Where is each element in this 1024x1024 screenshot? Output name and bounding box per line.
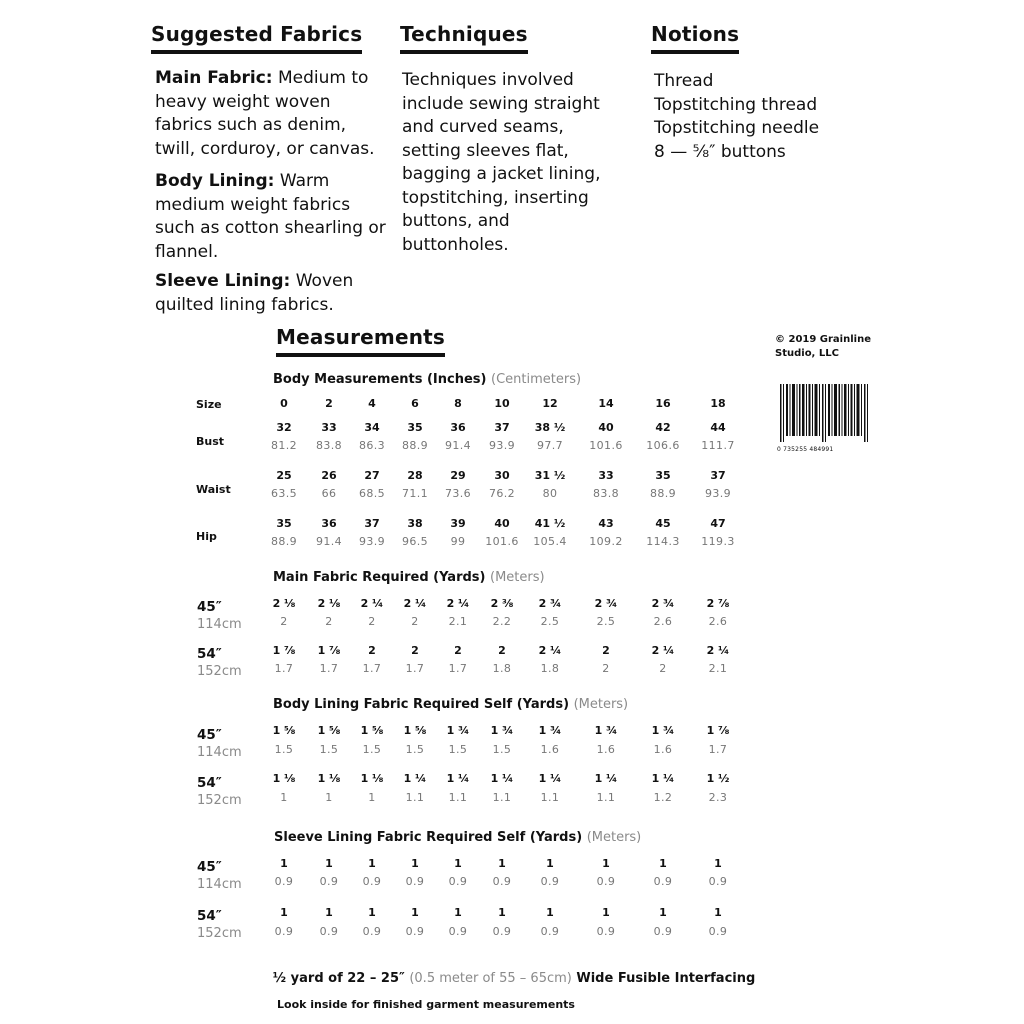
body-lining-yards-value: 1 ⅝ [403,724,427,737]
hip-inches-value: 43 [598,517,614,530]
size-value: 4 [368,397,376,410]
sleeve-lining-meters-value: 0.9 [492,875,512,888]
body-lining-yards-value: 1 ⅛ [317,772,341,785]
interfacing-main: ½ yard of 22 – 25″ [272,971,405,986]
hip-inches-value: 40 [494,517,510,530]
body-lining-meters-value: 1.6 [596,743,616,756]
size-value: 2 [325,397,333,410]
hip-cm-value: 99 [450,535,466,548]
waist-cm-value: 93.9 [704,487,732,500]
bust-cm-value: 88.9 [401,439,429,452]
main-fabric-meters-value: 2 [368,615,376,628]
main-fabric-yards-value: 2 ¾ [594,597,618,610]
body-lining-meters-value: 1.5 [319,743,339,756]
sleeve-lining-yards-value: 1 [280,857,288,870]
body-lining-yards-value: 1 ½ [706,772,730,785]
waist-inches-value: 35 [655,469,671,482]
waist-cm-value: 88.9 [649,487,677,500]
sleeve-lining-yards-value: 1 [659,906,667,919]
main-fabric-meters-value: 1.8 [492,662,512,675]
body-lining-yards-value: 1 ¾ [490,724,514,737]
hip-cm-value: 93.9 [358,535,386,548]
hip-cm-value: 96.5 [401,535,429,548]
sleeve-lining-label: Sleeve Lining: [155,271,291,291]
hip-cm-value: 88.9 [270,535,298,548]
sleeve-lining-yards-value: 1 [546,857,554,870]
sleeve-lining-54-width: 54″ [197,908,222,924]
body-lining-meters-value: 1.1 [540,791,560,804]
main-fabric-yards-value: 2 ⅛ [272,597,296,610]
body-lining-yards-value: 1 ¼ [651,772,675,785]
main-fabric-meters-value: 2.1 [708,662,728,675]
main-fabric-yards-value: 2 ¼ [706,644,730,657]
hip-inches-value: 36 [321,517,337,530]
techniques-text: Techniques involved include sewing straight and curved seams, setting sleeves flat, bagging a jacket lining, topstitching, inserting buttons, and buttonholes. [402,70,601,255]
bust-cm-value: 93.9 [488,439,516,452]
main-fabric-meters-value: 1.7 [274,662,294,675]
sleeve-lining-header-text: Sleeve Lining Fabric Required Self (Yards) [274,830,583,845]
notion-item: Thread [654,71,714,91]
sleeve-lining-meters-value: 0.9 [540,875,560,888]
body-lining-yards-value: 1 ⅛ [272,772,296,785]
waist-inches-value: 31 ½ [534,469,566,482]
sleeve-lining-header-metric: (Meters) [586,830,642,845]
bust-cm-value: 106.6 [646,439,680,452]
main-fabric-meters-value: 2 [602,662,610,675]
sleeve-lining-yards-value: 1 [602,906,610,919]
notions-list [654,70,819,164]
main-fabric-yards-value: 2 [368,644,376,657]
notion-item: 8 — ⅝″ buttons [654,141,786,162]
sleeve-lining-yards-value: 1 [546,906,554,919]
body-lining-meters-value: 1.7 [708,743,728,756]
notion-item: Topstitching needle [654,118,820,138]
body-lining-yards-value: 1 ⅛ [360,772,384,785]
bust-cm-value: 83.8 [315,439,343,452]
main-fabric-description [155,67,390,161]
waist-inches-value: 30 [494,469,510,482]
main-fabric-yards-value: 2 ¼ [446,597,470,610]
hip-inches-value: 45 [655,517,671,530]
interfacing-note [0,971,1024,986]
body-measurements-header [273,372,581,387]
bust-inches-value: 40 [598,421,614,434]
bust-inches-value: 37 [494,421,510,434]
sleeve-lining-meters-value: 0.9 [274,875,294,888]
suggested-fabrics-title: Suggested Fabrics [151,22,362,54]
body-lining-45-width: 45″ [197,727,222,743]
bust-inches-value: 33 [321,421,337,434]
main-fabric-meters-value: 2 [325,615,333,628]
waist-inches-value: 27 [364,469,380,482]
waist-inches-value: 33 [598,469,614,482]
size-value: 10 [494,397,510,410]
sleeve-lining-meters-value: 0.9 [708,875,728,888]
sleeve-lining-yards-value: 1 [280,906,288,919]
body-lining-yards-value: 1 ¼ [594,772,618,785]
copyright-notice: © 2019 Grainline Studio, LLC [775,334,871,359]
sleeve-lining-45-width: 45″ [197,859,222,875]
main-fabric-yards-value: 2 [454,644,462,657]
bust-inches-value: 42 [655,421,671,434]
main-fabric-yards-value: 1 ⅞ [317,644,341,657]
waist-cm-value: 76.2 [488,487,516,500]
waist-cm-value: 66 [321,487,337,500]
main-fabric-yards-value: 2 [602,644,610,657]
sleeve-lining-yards-value: 1 [714,857,722,870]
body-lining-yards-value: 1 ⅝ [272,724,296,737]
size-value: 14 [598,397,614,410]
sleeve-lining-description [155,270,390,317]
main-fabric-yards-value: 2 [498,644,506,657]
body-lining-yards-value: 1 ¾ [651,724,675,737]
body-lining-description [155,170,390,264]
body-lining-header [273,697,628,712]
hip-inches-value: 47 [710,517,726,530]
sleeve-lining-yards-value: 1 [368,857,376,870]
main-fabric-yards-value: 2 ¼ [360,597,384,610]
body-measurements-header-metric: (Centimeters) [491,372,582,387]
hip-inches-value: 37 [364,517,380,530]
body-lining-meters-value: 1.5 [405,743,425,756]
main-fabric-yards-value: 1 ⅞ [272,644,296,657]
main-54-width: 54″ [197,646,222,662]
size-value: 8 [454,397,462,410]
body-lining-yards-value: 1 ¾ [446,724,470,737]
sleeve-lining-meters-value: 0.9 [362,925,382,938]
hip-inches-value: 41 ½ [534,517,566,530]
hip-inches-value: 39 [450,517,466,530]
waist-cm-value: 83.8 [592,487,620,500]
sleeve-lining-yards-value: 1 [368,906,376,919]
body-lining-label: Body Lining: [155,171,275,191]
sleeve-lining-yards-value: 1 [454,857,462,870]
size-label: Size [196,398,222,411]
sleeve-lining-yards-value: 1 [659,857,667,870]
main-fabric-yards-value: 2 ⅛ [317,597,341,610]
sleeve-lining-meters-value: 0.9 [540,925,560,938]
body-lining-meters-value: 1.1 [492,791,512,804]
main-fabric-meters-value: 1.7 [319,662,339,675]
notion-item: Topstitching thread [654,94,818,115]
bust-label: Bust [196,435,225,448]
barcode-number: 0 735255 484991 [777,446,834,453]
main-fabric-meters-value: 2.5 [540,615,560,628]
main-fabric-meters-value: 2.2 [492,615,512,628]
waist-inches-value: 28 [407,469,423,482]
body-lining-meters-value: 1.5 [274,743,294,756]
body-lining-meters-value: 1 [280,791,288,804]
main-fabric-yards-value: 2 [411,644,419,657]
main-fabric-meters-value: 1.8 [540,662,560,675]
main-fabric-header [273,570,545,585]
bust-inches-value: 38 ½ [534,421,566,434]
main-fabric-meters-value: 2 [280,615,288,628]
sleeve-lining-yards-value: 1 [454,906,462,919]
body-lining-header-metric: (Meters) [573,697,629,712]
waist-cm-value: 68.5 [358,487,386,500]
body-lining-yards-value: 1 ¼ [490,772,514,785]
main-fabric-meters-value: 1.7 [405,662,425,675]
hip-cm-value: 119.3 [701,535,735,548]
sleeve-lining-meters-value: 0.9 [492,925,512,938]
body-lining-meters-value: 1.5 [362,743,382,756]
body-lining-54-width-cm: 152cm [197,793,242,808]
bust-inches-value: 35 [407,421,423,434]
body-lining-meters-value: 2.3 [708,791,728,804]
main-fabric-meters-value: 2.6 [708,615,728,628]
sleeve-lining-meters-value: 0.9 [362,875,382,888]
main-fabric-header-text: Main Fabric Required (Yards) [273,570,486,585]
waist-cm-value: 73.6 [444,487,472,500]
main-fabric-meters-value: 2 [659,662,667,675]
main-45-width: 45″ [197,599,222,615]
techniques-title: Techniques [400,22,528,54]
body-lining-54-width: 54″ [197,775,222,791]
body-lining-meters-value: 1.5 [492,743,512,756]
waist-inches-value: 25 [276,469,292,482]
hip-inches-value: 35 [276,517,292,530]
sleeve-lining-header [274,830,641,845]
main-fabric-yards-value: 2 ¾ [651,597,675,610]
waist-cm-value: 80 [542,487,558,500]
interfacing-suffix: Wide Fusible Interfacing [576,971,756,986]
body-lining-yards-value: 1 ⅝ [317,724,341,737]
hip-cm-value: 114.3 [646,535,680,548]
bust-inches-value: 44 [710,421,726,434]
sleeve-lining-meters-value: 0.9 [708,925,728,938]
sleeve-lining-meters-value: 0.9 [319,925,339,938]
bust-inches-value: 36 [450,421,466,434]
main-fabric-yards-value: 2 ⅜ [490,597,514,610]
waist-inches-value: 26 [321,469,337,482]
bust-inches-value: 34 [364,421,380,434]
sleeve-lining-45-width-cm: 114cm [197,877,242,892]
main-fabric-yards-value: 2 ¼ [538,644,562,657]
finished-measurements-note: Look inside for finished garment measurements [277,998,575,1011]
main-45-width-cm: 114cm [197,617,242,632]
main-fabric-yards-value: 2 ¼ [403,597,427,610]
body-lining-meters-value: 1 [368,791,376,804]
sleeve-lining-yards-value: 1 [411,857,419,870]
main-fabric-yards-value: 2 ⅞ [706,597,730,610]
body-lining-yards-value: 1 ⅝ [360,724,384,737]
sleeve-lining-yards-value: 1 [325,857,333,870]
sleeve-lining-meters-value: 0.9 [405,925,425,938]
size-value: 12 [542,397,558,410]
sleeve-lining-meters-value: 0.9 [596,925,616,938]
main-fabric-meters-value: 2.6 [653,615,673,628]
body-lining-yards-value: 1 ¼ [446,772,470,785]
body-lining-meters-value: 1.1 [405,791,425,804]
measurements-title: Measurements [276,325,445,357]
body-lining-45-width-cm: 114cm [197,745,242,760]
bust-cm-value: 86.3 [358,439,386,452]
main-fabric-meters-value: 1.7 [362,662,382,675]
size-value: 18 [710,397,726,410]
bust-inches-value: 32 [276,421,292,434]
hip-label: Hip [196,530,217,543]
waist-cm-value: 63.5 [270,487,298,500]
bust-cm-value: 91.4 [444,439,472,452]
size-value: 16 [655,397,671,410]
body-lining-meters-value: 1 [325,791,333,804]
waist-cm-value: 71.1 [401,487,429,500]
main-fabric-label: Main Fabric: [155,68,273,88]
sleeve-lining-yards-value: 1 [411,906,419,919]
sleeve-lining-meters-value: 0.9 [405,875,425,888]
sleeve-lining-meters-value: 0.9 [596,875,616,888]
sleeve-lining-meters-value: 0.9 [448,875,468,888]
main-fabric-meters-value: 2.1 [448,615,468,628]
bust-cm-value: 101.6 [589,439,623,452]
sleeve-lining-meters-value: 0.9 [319,875,339,888]
bust-cm-value: 111.7 [701,439,735,452]
sleeve-lining-text: Woven quilted lining fabrics. [155,271,354,315]
body-lining-meters-value: 1.6 [653,743,673,756]
barcode-icon [780,384,870,442]
sleeve-lining-meters-value: 0.9 [448,925,468,938]
waist-inches-value: 37 [710,469,726,482]
sleeve-lining-yards-value: 1 [714,906,722,919]
main-54-width-cm: 152cm [197,664,242,679]
waist-label: Waist [196,483,231,496]
sleeve-lining-yards-value: 1 [602,857,610,870]
sleeve-lining-yards-value: 1 [325,906,333,919]
sleeve-lining-54-width-cm: 152cm [197,926,242,941]
size-value: 0 [280,397,288,410]
main-fabric-text: Medium to heavy weight woven fabrics such as denim, twill, corduroy, or canvas. [155,68,375,159]
body-lining-header-text: Body Lining Fabric Required Self (Yards) [273,697,570,712]
main-fabric-meters-value: 1.7 [448,662,468,675]
body-lining-meters-value: 1.5 [448,743,468,756]
main-fabric-header-metric: (Meters) [490,570,545,585]
body-lining-yards-value: 1 ⅞ [706,724,730,737]
sleeve-lining-yards-value: 1 [498,857,506,870]
body-lining-yards-value: 1 ¾ [538,724,562,737]
sleeve-lining-yards-value: 1 [498,906,506,919]
body-lining-meters-value: 1.2 [653,791,673,804]
body-lining-yards-value: 1 ¼ [538,772,562,785]
hip-cm-value: 91.4 [315,535,343,548]
body-lining-text: Warm medium weight fabrics such as cotton shearling or flannel. [155,171,386,262]
main-fabric-yards-value: 2 ¾ [538,597,562,610]
hip-cm-value: 101.6 [485,535,519,548]
waist-inches-value: 29 [450,469,466,482]
sleeve-lining-meters-value: 0.9 [274,925,294,938]
bust-cm-value: 81.2 [270,439,298,452]
body-lining-yards-value: 1 ¾ [594,724,618,737]
body-lining-meters-value: 1.1 [596,791,616,804]
hip-cm-value: 105.4 [533,535,567,548]
size-value: 6 [411,397,419,410]
hip-inches-value: 38 [407,517,423,530]
bust-cm-value: 97.7 [536,439,564,452]
body-lining-meters-value: 1.1 [448,791,468,804]
sleeve-lining-meters-value: 0.9 [653,925,673,938]
notions-title: Notions [651,22,739,54]
hip-cm-value: 109.2 [589,535,623,548]
main-fabric-yards-value: 2 ¼ [651,644,675,657]
body-lining-meters-value: 1.6 [540,743,560,756]
main-fabric-meters-value: 2.5 [596,615,616,628]
main-fabric-meters-value: 2 [411,615,419,628]
interfacing-metric: (0.5 meter of 55 – 65cm) [409,971,572,986]
body-lining-yards-value: 1 ¼ [403,772,427,785]
sleeve-lining-meters-value: 0.9 [653,875,673,888]
body-measurements-header-text: Body Measurements (Inches) [273,372,487,387]
